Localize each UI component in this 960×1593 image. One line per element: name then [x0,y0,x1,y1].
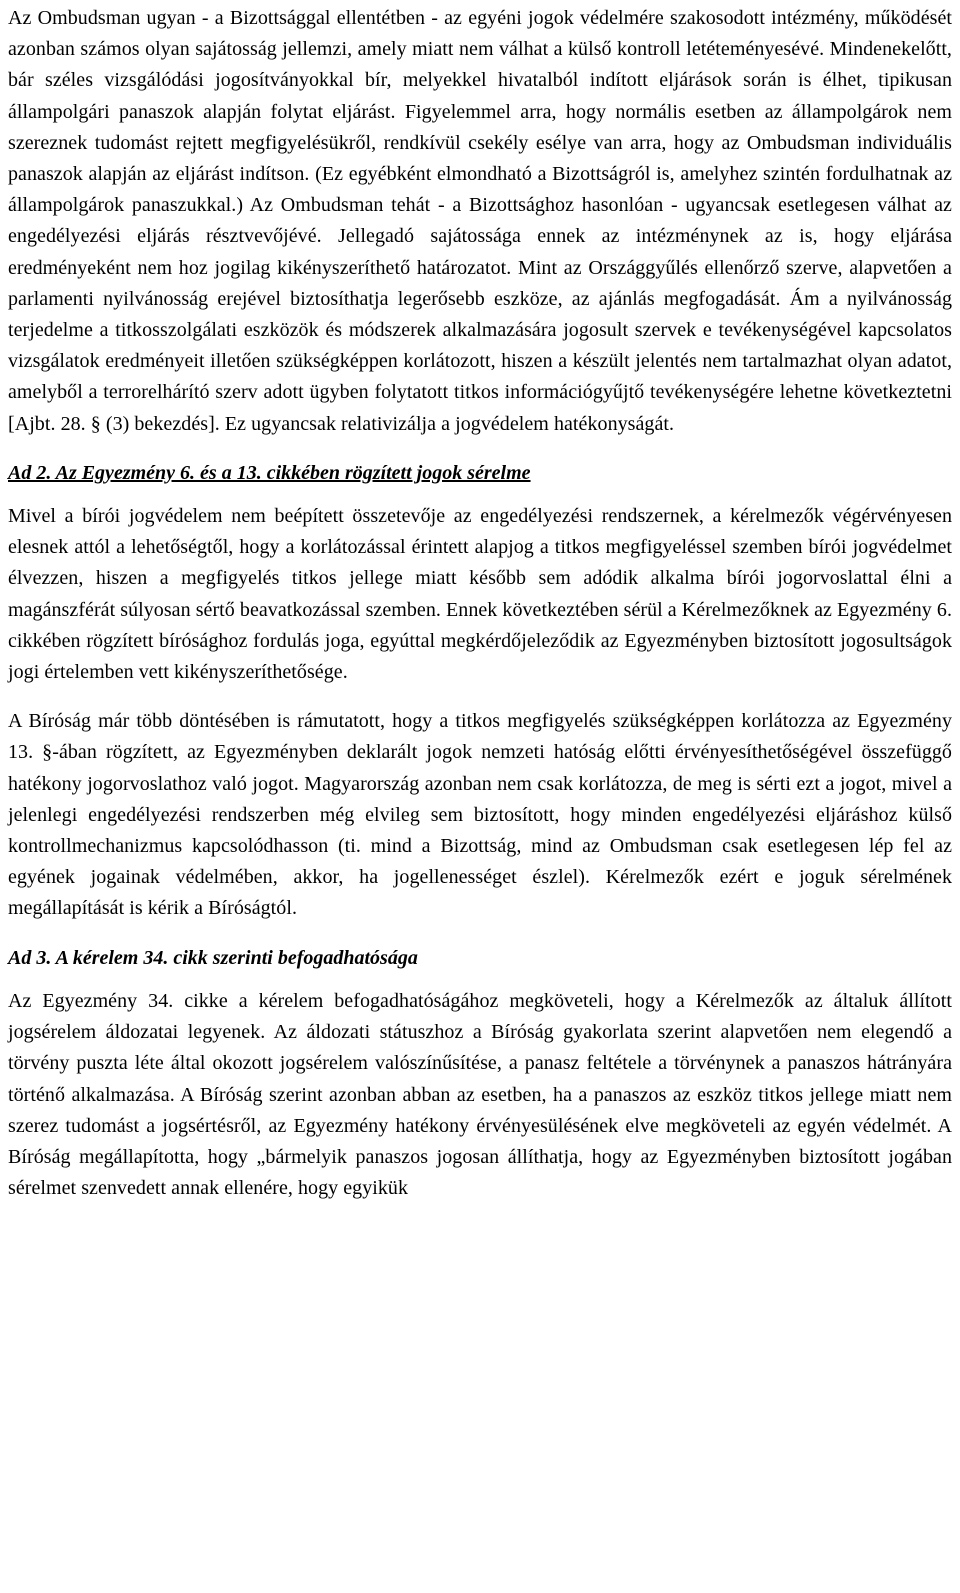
section-heading-ad-3-text: Ad 3. A kérelem 34. cikk szerinti befogadhatósága [8,946,418,969]
section-heading-ad-2 [8,458,952,489]
paragraph-judicial-protection: Mivel a bírói jogvédelem nem beépített összetevője az engedélyezési rendszernek, a kérelmezők végérvényesen elesnek attól a lehetőségtől, hogy a korlátozással érintett alapjog a titkos megfigyeléssel szemben bírói jogvédelmet élvezzen, hiszen a megfigyelés titkos jellege miatt később sem adódik alkalma bírói jogorvoslattal élni a magánszférát súlyosan sértő beavatkozással szemben. Ennek következtében sérül a Kérelmezőknek az Egyezmény 6. cikkében rögzített bírósághoz fordulás joga, egyúttal megkérdőjeleződik az Egyezményben biztosított jogosultságok jogi értelemben vett kikényszeríthetősége. [8,505,952,684]
section-heading-ad-2-text: Ad 2. Az Egyezmény 6. és a 13. cikkében rögzített jogok sérelme [8,461,531,484]
paragraph-ombudsman: Az Ombudsman ugyan - a Bizottsággal ellentétben - az egyéni jogok védelmére szakosodott intézmény, működését azonban számos olyan sajátosság jellemzi, amely miatt nem válhat a külső kontroll letéteményesévé. Mindenekelőtt, bár széles vizsgálódási jogosítványokkal bír, melyekkel hivatalból indított eljárások során is élhet, tipikusan állampolgári panaszok alapján folytat eljárást. Figyelemmel arra, hogy normális esetben az állampolgárok nem szereznek tudomást rejtett megfigyelésükről, rendkívül csekély esélye van arra, hogy az Ombudsman individuális panaszok alapján az eljárást indítson. (Ez egyébként elmondható a Bizottságról is, amelyhez szintén fordulhatnak az állampolgárok panaszukkal.) Az Ombudsman tehát - a Bizottsághoz hasonlóan - ugyancsak esetlegesen válhat az engedélyezési eljárás résztvevőjévé. Jellegadó sajátossága ennek az intézménynek az is, hogy eljárása eredményeként nem hoz jogilag kikényszeríthető határozatot. Mint az Országgyűlés ellenőrző szerve, alapvetően a parlamenti nyilvánosság erejével biztosíthatja legerősebb eszköze, az ajánlás megfogadását. Ám a nyilvánosság terjedelme a titkosszolgálati eszközök és módszerek alkalmazására jogosult szervek e tevékenységével kapcsolatos vizsgálatok eredményeit illetően szükségképpen korlátozott, hiszen a készült jelentés nem tartalmazhat olyan adatot, amelyből a terrorelhárító szerv adott ügyben folytatott titkos információgyűjtő tevékenységére lehetne következtetni [Ajbt. 28. § (3) bekezdés]. Ez ugyancsak relativizálja a jogvédelem hatékonyságát. [8,7,952,435]
section-heading-ad-3 [8,943,952,974]
paragraph-effective-remedy: A Bíróság már több döntésében is rámutatott, hogy a titkos megfigyelés szükségképpen korlátozza az Egyezmény 13. §-ában rögzített, az Egyezményben deklarált jogok nemzeti hatóság előtti érvényesíthetőségével összefüggő hatékony jogorvoslathoz való jogot. Magyarország azonban nem csak korlátozza, de meg is sérti ezt a jogot, mivel a jelenlegi engedélyezési rendszerben még elvileg sem biztosított, hogy minden engedélyezési eljáráshoz külső kontrollmechanizmus kapcsolódhasson (ti. mind a Bizottság, mind az Ombudsman csak esetlegesen lép fel az egyének jogainak védelmében, akkor, ha jogellenességet észlel). Kérelmezők ezért e joguk sérelmének megállapítását is kérik a Bíróságtól. [8,710,952,920]
paragraph-admissibility: Az Egyezmény 34. cikke a kérelem befogadhatóságához megköveteli, hogy a Kérelmezők az általuk állított jogsérelem áldozatai legyenek. Az áldozati státuszhoz a Bíróság gyakorlata szerint alapvetően nem elegendő a törvény puszta léte által okozott jogsérelem valószínűsítése, a panasz feltétele a törvénynek a panaszos hátrányára történő alkalmazása. A Bíróság szerint azonban abban az esetben, ha a panaszos az eszköz titkos jellege miatt nem szerez tudomást a jogsértésről, az Egyezmény hatékony érvényesülésének elve megköveteli az egyén védelmét. A Bíróság megállapította, hogy „bármelyik panaszos jogosan állíthatja, hogy az Egyezményben biztosított jogában sérelmet szenvedett annak ellenére, hogy egyikük [8,989,952,1200]
